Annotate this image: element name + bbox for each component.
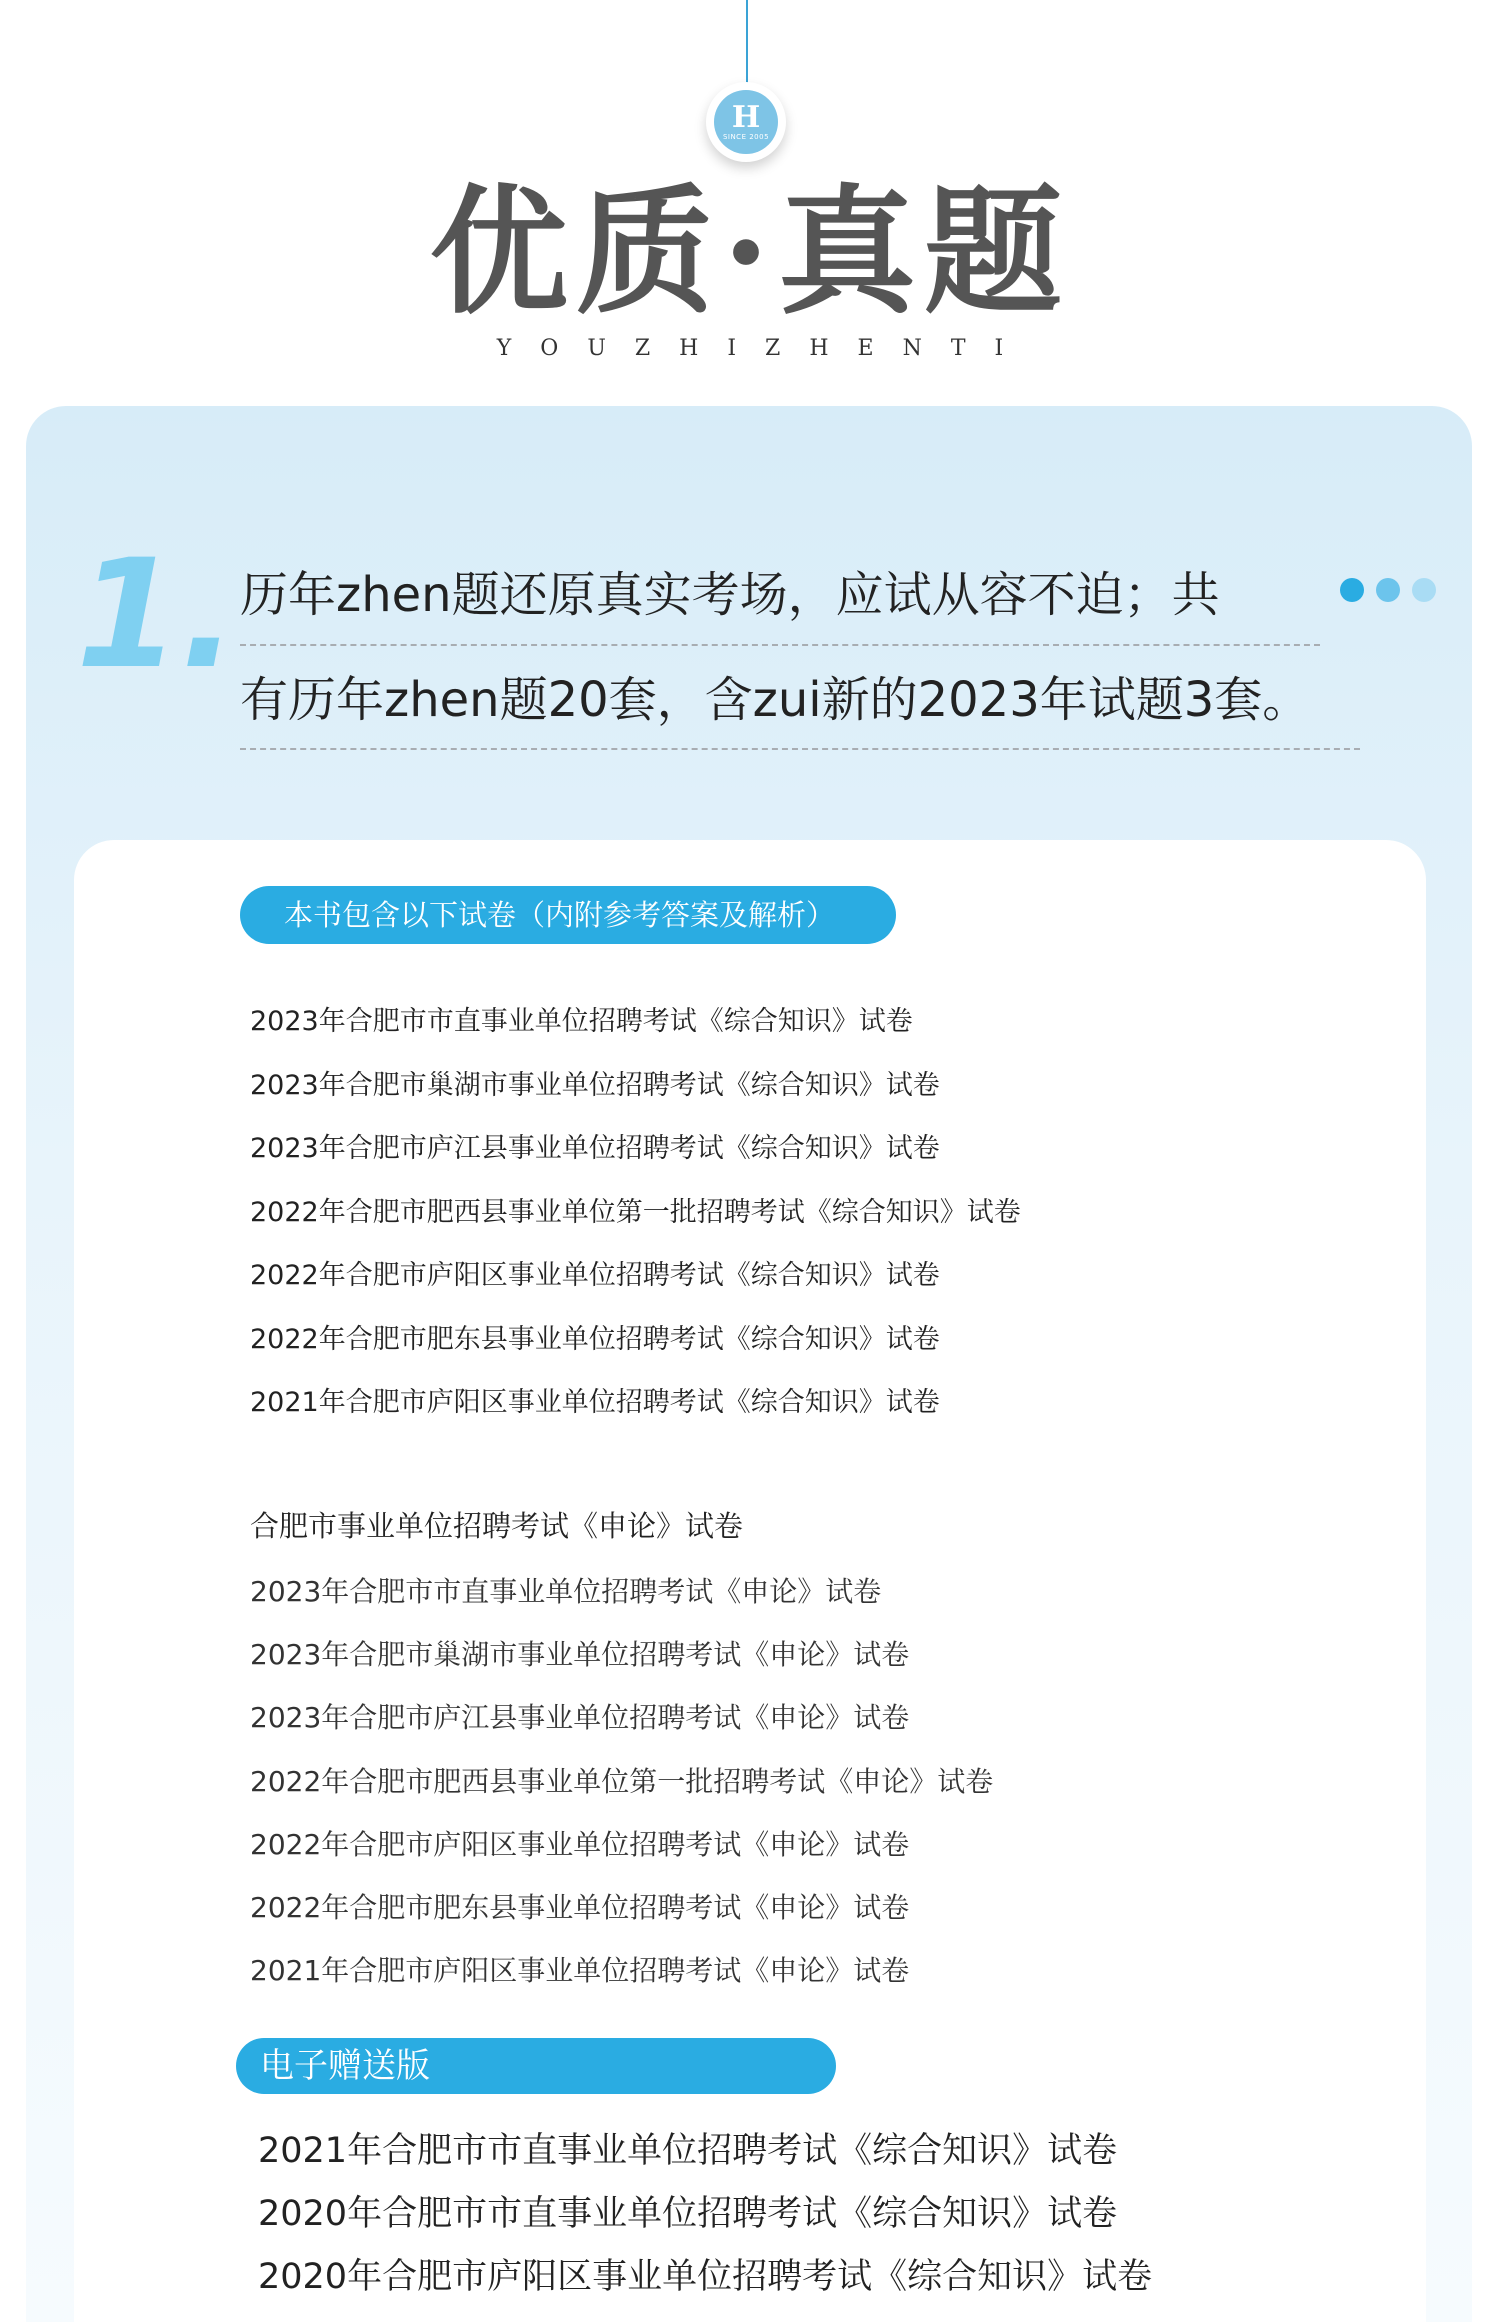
section-pill-contents: 本书包含以下试卷（内附参考答案及解析）	[240, 886, 896, 944]
intro-line-2: 有历年zhen题20套，含zui新的2023年试题3套。	[240, 672, 1311, 728]
dotted-underline-1	[240, 644, 1320, 646]
electronic-bonus-list	[258, 2126, 1152, 2315]
list-item: 2023年合肥市巢湖市事业单位招聘考试《申论》试卷	[250, 1638, 910, 1672]
essay-section-heading: 合肥市事业单位招聘考试《申论》试卷	[250, 1509, 744, 1543]
list-item: 2023年合肥市庐江县事业单位招聘考试《申论》试卷	[250, 1701, 910, 1735]
decorative-dot	[1340, 578, 1364, 602]
page-title: 优质·真题	[429, 170, 1071, 333]
list-item: 2020年合肥市市直事业单位招聘考试《综合知识》试卷	[258, 2194, 1118, 2234]
list-item: 2023年合肥市庐江县事业单位招聘考试《综合知识》试卷	[250, 1133, 940, 1164]
logo-badge	[714, 90, 778, 154]
decorative-dot	[1412, 578, 1436, 602]
section-pill-electronic-bonus: 电子赠送版	[236, 2038, 836, 2094]
list-item: 2021年合肥市庐阳区事业单位招聘考试《综合知识》试卷	[250, 1387, 940, 1418]
list-item: 2021年合肥市庐阳区事业单位招聘考试《申论》试卷	[250, 1954, 910, 1988]
logo-since-text: SINCE 2005	[722, 132, 770, 141]
brand-logo	[706, 82, 786, 162]
comprehensive-knowledge-list	[250, 1000, 1021, 1445]
list-item: 2023年合肥市市直事业单位招聘考试《综合知识》试卷	[250, 1006, 913, 1037]
list-item: 2023年合肥市市直事业单位招聘考试《申论》试卷	[250, 1575, 882, 1608]
list-item: 2022年合肥市肥东县事业单位招聘考试《申论》试卷	[250, 1890, 910, 1924]
list-item: 2022年合肥市肥西县事业单位第一批招聘考试《申论》试卷	[250, 1764, 994, 1798]
decorative-dot	[1376, 578, 1400, 602]
list-item: 2022年合肥市肥西县事业单位第一批招聘考试《综合知识》试卷	[250, 1196, 1021, 1228]
list-item: 2022年合肥市庐阳区事业单位招聘考试《申论》试卷	[250, 1827, 910, 1861]
list-item: 2023年合肥市巢湖市事业单位招聘考试《综合知识》试卷	[250, 1069, 940, 1101]
dotted-underline-2	[240, 748, 1360, 750]
page-subtitle: YOUZHIZHENTI	[496, 336, 1033, 361]
list-item: 2022年合肥市庐阳区事业单位招聘考试《综合知识》试卷	[250, 1260, 940, 1291]
intro-line-1: 历年zhen题还原真实考场，应试从容不迫；共	[240, 567, 1220, 623]
essay-exam-list	[250, 1570, 993, 2012]
logo-mark: H	[731, 99, 761, 135]
section-number: 1.	[76, 528, 238, 702]
hanging-line	[746, 0, 748, 90]
list-item: 2021年合肥市市直事业单位招聘考试《综合知识》试卷	[258, 2131, 1118, 2171]
list-item: 2020年合肥市庐阳区事业单位招聘考试《综合知识》试卷	[258, 2257, 1153, 2297]
list-item: 2022年合肥市肥东县事业单位招聘考试《综合知识》试卷	[250, 1323, 940, 1355]
